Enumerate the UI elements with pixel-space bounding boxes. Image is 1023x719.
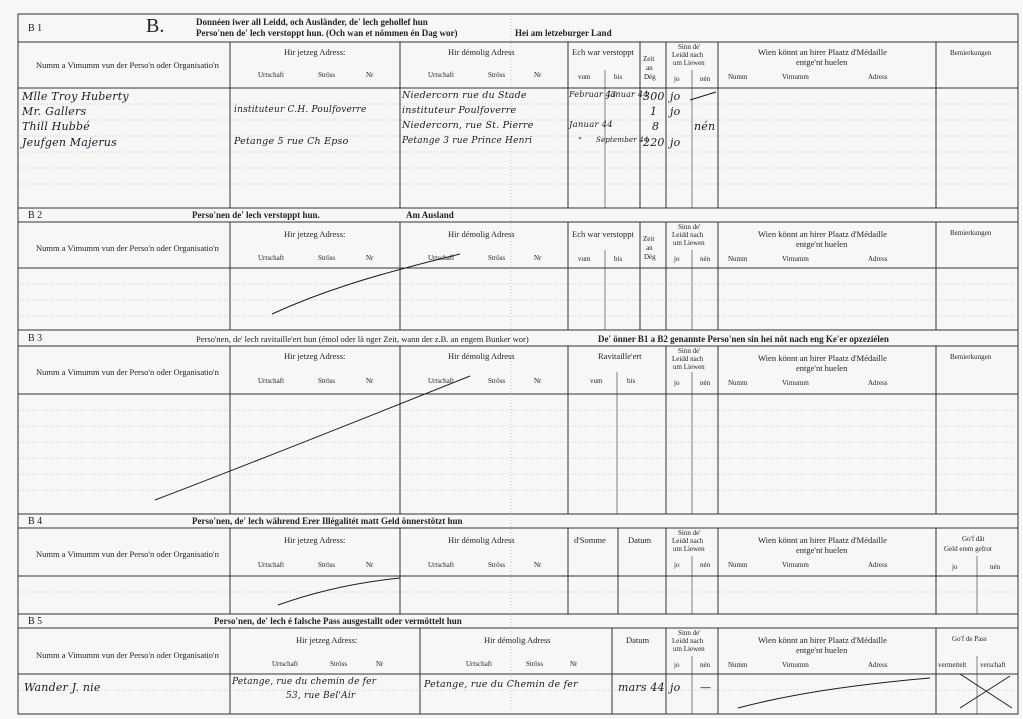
b2-hid-to: bis: [614, 255, 623, 263]
b2-time-header-1: Zeit: [643, 235, 655, 243]
form-intro-line1: Donnéen iwer all Leidd, och Ausländer, de' lech gehollef hun: [196, 17, 428, 27]
b2-former-nr: Nr: [534, 254, 542, 262]
b1-row2-days: 1: [650, 105, 658, 118]
b1-former-stross: Ströss: [488, 71, 506, 79]
b2-time-header-3: Dég: [644, 253, 656, 261]
b4-sum-header: d'Somme: [574, 535, 606, 545]
b1-hid-to: bis: [614, 73, 623, 81]
b1-remarks-header: Bemierkungen: [950, 49, 992, 57]
b5-medal-numm: Numm: [728, 661, 748, 669]
b3-alive-nen: nén: [700, 379, 711, 387]
b3-current-addr-header: Hir jetzeg Adress:: [284, 351, 346, 361]
b1-row2-name: Mr. Gallers: [22, 105, 87, 118]
b5-row-former: Petange, rue du Chemin de fer: [424, 679, 578, 690]
b1-medal-numm: Numm: [728, 73, 748, 81]
b1-row1-alive: jo: [670, 90, 681, 103]
b1-medal-header-1: Wien könnt an hirer Plaatz d'Médaille: [758, 47, 887, 57]
b1-alive-header-2: Leidd nach: [672, 51, 704, 59]
b5-medal-adress: Adress: [868, 661, 888, 669]
b3-former-addr-header: Hir démolig Adress: [448, 351, 515, 361]
b1-row1-from: Februar 43: [569, 90, 617, 99]
b5-passport-mediated: vermettelt: [938, 661, 967, 669]
b5-current-nr: Nr: [376, 660, 384, 668]
b4-current-stross: Ströss: [318, 561, 336, 569]
b4-medal-numm: Numm: [728, 561, 748, 569]
b1-row4-from: ": [578, 136, 582, 145]
b1-row1-days: 300: [643, 90, 665, 103]
b1-former-addr-header: Hir démolig Adress: [448, 47, 515, 57]
b3-former-urtschaft: Urtschaft: [428, 377, 455, 385]
b5-former-addr-header: Hir démolig Adress: [484, 635, 551, 645]
b5-row-name: Wander J. nie: [24, 681, 101, 694]
b1-row1-former: Niedercorn rue du Stade: [402, 90, 527, 101]
b1-row1-name: Mlle Troy Huberty: [22, 90, 129, 103]
b1-row3-days: 8: [652, 120, 660, 133]
b4-repaid-jo: jo: [952, 563, 958, 571]
b5-current-urtschaft: Urtschaft: [272, 660, 299, 668]
b4-former-nr: Nr: [534, 561, 542, 569]
b3-medal-adress: Adress: [868, 379, 888, 387]
b4-former-urtschaft: Urtschaft: [428, 561, 455, 569]
b2-current-urtschaft: Urtschaft: [258, 254, 285, 262]
b1-row3-former: Niedercorn, rue St. Pierre: [402, 120, 534, 131]
b1-row4-days: 220: [643, 136, 665, 149]
b5-row-current-1: Petange, rue du chemin de fer: [232, 677, 377, 687]
b1-alive-header-1: Sinn de': [678, 43, 701, 51]
b4-alive-header-3: um Liewen: [673, 545, 705, 553]
section-label-b2: B 2: [28, 210, 43, 221]
section-label-b3: B 3: [28, 333, 43, 344]
b5-former-urtschaft: Urtschaft: [466, 660, 493, 668]
b5-current-stross: Ströss: [330, 660, 348, 668]
b2-name-col-header: Numm a Vimumm vun der Perso'n oder Organisatio'n: [36, 243, 219, 253]
b5-passport-header: Go'f de Pass: [952, 635, 987, 643]
b5-alive-header-1: Sinn de': [678, 629, 701, 637]
b2-title: Perso'nen de' lech verstoppt hun.: [192, 210, 320, 220]
b1-time-header-2: an: [646, 64, 653, 72]
b2-medal-header-1: Wien könnt an hirer Plaatz d'Médaille: [758, 229, 887, 239]
b4-medal-header-2: entge'nt huelen: [796, 545, 848, 555]
b3-alive-header-2: Leidd nach: [672, 355, 704, 363]
b1-current-addr-header: Hir jetzeg Adress:: [284, 47, 346, 57]
b5-former-stross: Ströss: [526, 660, 544, 668]
b2-former-stross: Ströss: [488, 254, 506, 262]
b3-medal-virnumm: Virnumm: [782, 379, 809, 387]
b5-alive-jo: jo: [674, 661, 680, 669]
b1-hid-header: Ech war verstoppt: [572, 47, 634, 57]
b3-alive-header-3: um Liewen: [673, 363, 705, 371]
b1-row2-current: instituteur C.H. Poulfoverre: [234, 105, 367, 115]
section-label-b4: B 4: [28, 516, 43, 527]
b3-current-urtschaft: Urtschaft: [258, 377, 285, 385]
b1-row4-alive: jo: [670, 136, 681, 149]
b5-alive-header-3: um Liewen: [673, 645, 705, 653]
b5-name-col-header: Numm a Vimumm vun der Perso'n oder Organisatio'n: [36, 650, 219, 660]
b5-current-addr-header: Hir jetzeg Adress:: [296, 635, 358, 645]
b1-former-nr: Nr: [534, 71, 542, 79]
b4-alive-jo: jo: [674, 561, 680, 569]
b3-alive-jo: jo: [674, 379, 680, 387]
b2-medal-adress: Adress: [868, 255, 888, 263]
b1-alive-nen: nén: [700, 75, 711, 83]
b3-current-stross: Ströss: [318, 377, 336, 385]
b2-alive-jo: jo: [674, 255, 680, 263]
b4-name-col-header: Numm a Vimumm vun der Perso'n oder Organisatio'n: [36, 549, 219, 559]
b2-remarks-header: Bemierkungen: [950, 229, 992, 237]
b2-current-stross: Ströss: [318, 254, 336, 262]
b5-medal-header-1: Wien könnt an hirer Plaatz d'Médaille: [758, 635, 887, 645]
b4-repaid-header-2: Geld erem gefrot: [944, 545, 992, 553]
b5-row-alive: jo: [670, 681, 681, 694]
b3-current-nr: Nr: [366, 377, 374, 385]
b2-medal-virnumm: Virnumm: [782, 255, 809, 263]
b1-current-stross: Ströss: [318, 71, 336, 79]
b3-supplied-from: vum: [590, 377, 603, 385]
b1-row2-alive: jo: [670, 105, 681, 118]
b1-current-nr: Nr: [366, 71, 374, 79]
b3-title: Perso'nen, de' lech ravitaille'ert hun (émol oder lä nger Zeit, wann der z.B. an engem Bunker wor): [196, 334, 529, 344]
b5-passport-issued: verschaft: [980, 661, 1006, 669]
b1-medal-header-2: entge'nt huelen: [796, 57, 848, 67]
b3-supplied-to: bis: [627, 377, 636, 385]
b1-row4-to: September 44: [596, 136, 649, 144]
b4-medal-header-1: Wien könnt an hirer Plaatz d'Médaille: [758, 535, 887, 545]
b1-row3-name: Thill Hubbé: [22, 120, 90, 133]
form-intro-line2: Perso'nen de' lech verstoppt hun. (Och wan et nömmen én Dag wor): [196, 28, 458, 38]
b1-row4-name: Jeufgen Majerus: [22, 136, 117, 149]
b1-current-urtschaft: Urtschaft: [258, 71, 285, 79]
b4-alive-header-1: Sinn de': [678, 529, 701, 537]
b2-current-addr-header: Hir jetzeg Adress:: [284, 229, 346, 239]
b1-time-header-1: Zeit: [643, 55, 655, 63]
b5-medal-virnumm: Virnumm: [782, 661, 809, 669]
b1-alive-header-3: um Liewen: [673, 59, 705, 67]
b4-current-urtschaft: Urtschaft: [258, 561, 285, 569]
b3-medal-numm: Numm: [728, 379, 748, 387]
section-label-b1: B 1: [28, 23, 43, 34]
b5-row-date: mars 44: [618, 681, 665, 694]
b2-hid-from: vum: [578, 255, 591, 263]
b3-name-col-header: Numm a Vimumm vun der Perso'n oder Organisatio'n: [36, 367, 219, 377]
b5-alive-nen: nén: [700, 661, 711, 669]
b4-repaid-header-1: Go'f dät: [962, 535, 985, 543]
b1-alive-jo: jo: [674, 75, 680, 83]
b1-hid-from: vum: [578, 73, 591, 81]
b3-former-stross: Ströss: [488, 377, 506, 385]
b3-medal-header-2: entge'nt huelen: [796, 363, 848, 373]
b3-former-nr: Nr: [534, 377, 542, 385]
b2-time-header-2: an: [646, 244, 653, 252]
b5-former-nr: Nr: [570, 660, 578, 668]
b5-alive-header-2: Leidd nach: [672, 637, 704, 645]
b5-row-dead: —: [700, 681, 712, 694]
b3-medal-header-1: Wien könnt an hirer Plaatz d'Médaille: [758, 353, 887, 363]
b3-alive-header-1: Sinn de': [678, 347, 701, 355]
b1-row4-current: Petange 5 rue Ch Epso: [234, 136, 349, 147]
b4-alive-header-2: Leidd nach: [672, 537, 704, 545]
b2-alive-nen: nén: [700, 255, 711, 263]
b4-current-nr: Nr: [366, 561, 374, 569]
b2-title-abroad: Am Ausland: [406, 210, 454, 220]
b2-medal-numm: Numm: [728, 255, 748, 263]
b5-title: Perso'nen, de' lech é falsche Pass ausgestallt oder vermöttelt hun: [214, 616, 462, 626]
b2-alive-header-1: Sinn de': [678, 223, 701, 231]
b4-medal-virnumm: Virnumm: [782, 561, 809, 569]
b1-medal-adress: Adress: [868, 73, 888, 81]
b3-remarks-header: Bemierkungen: [950, 353, 992, 361]
b4-former-addr-header: Hir démolig Adress: [448, 535, 515, 545]
b1-row3-from: Januar 44: [569, 120, 613, 130]
b2-alive-header-2: Leidd nach: [672, 231, 704, 239]
b2-hid-header: Ech war verstoppt: [572, 229, 634, 239]
b4-title: Perso'nen, de' lech während Erer Illégalitét matt Geld önnerstötzt hun: [192, 516, 463, 526]
b5-medal-header-2: entge'nt huelen: [796, 645, 848, 655]
b4-repaid-nen: nén: [990, 563, 1001, 571]
b2-alive-header-3: um Liewen: [673, 239, 705, 247]
section-label-b5: B 5: [28, 616, 43, 627]
b1-medal-virnumm: Virnumm: [782, 73, 809, 81]
b4-medal-adress: Adress: [868, 561, 888, 569]
b5-row-current-2: 53, rue Bel'Air: [286, 691, 356, 701]
b3-title-note: De' önner B1 a B2 genannte Perso'nen sin hei nöt nach eng Ke'er opzeziélen: [598, 334, 889, 344]
b2-current-nr: Nr: [366, 254, 374, 262]
b1-name-col-header: Numm a Vimumm vun der Perso'n oder Organisatio'n: [36, 60, 219, 70]
b1-row4-former: Petange 3 rue Prince Henri: [402, 136, 533, 146]
b4-former-stross: Ströss: [488, 561, 506, 569]
form-intro-line2-country: Hei am letzeburger Land: [515, 28, 612, 38]
b4-current-addr-header: Hir jetzeg Adress:: [284, 535, 346, 545]
b4-date-header: Datum: [628, 535, 652, 545]
b4-alive-nen: nén: [700, 561, 711, 569]
b2-former-addr-header: Hir démolig Adress: [448, 229, 515, 239]
b1-row2-former: instituteur Poulfoverre: [402, 105, 517, 116]
b3-supplied-header: Ravitaille'ert: [598, 351, 642, 361]
b1-row1-to: Januar 44: [607, 90, 649, 99]
b5-date-header: Datum: [626, 635, 650, 645]
b1-row3-dead: nén: [694, 120, 716, 133]
b1-time-header-3: Dég: [644, 73, 656, 81]
b1-former-urtschaft: Urtschaft: [428, 71, 455, 79]
form-letter: B.: [146, 15, 165, 37]
b2-former-urtschaft: Urtschaft: [428, 254, 455, 262]
b2-medal-header-2: entge'nt huelen: [796, 239, 848, 249]
